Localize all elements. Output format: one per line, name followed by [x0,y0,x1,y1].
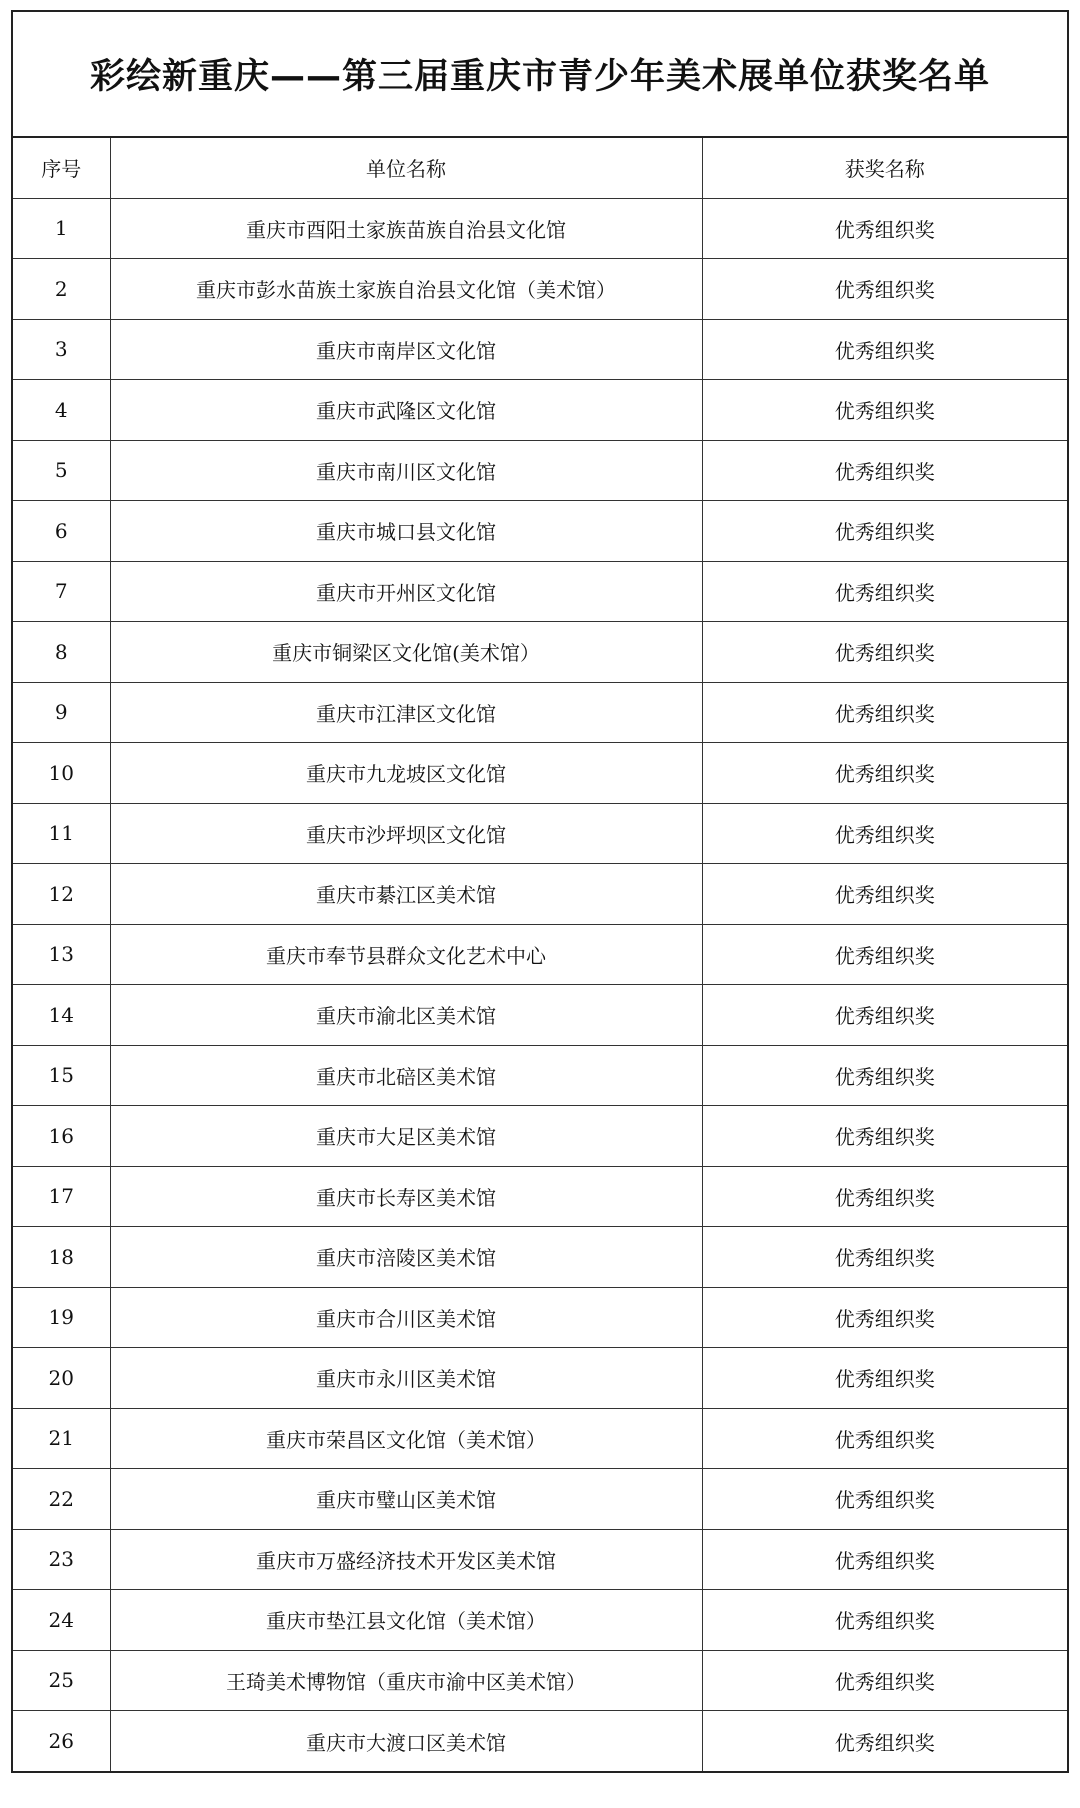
table-row [13,1711,1067,1772]
cell-award-name: 优秀组织奖 [702,1287,1067,1348]
table-row [13,743,1067,804]
cell-index: 6 [13,501,110,562]
table-row [13,198,1067,259]
cell-index: 21 [13,1408,110,1469]
header-index: 序号 [13,138,110,198]
cell-unit-name: 重庆市璧山区美术馆 [110,1469,702,1530]
cell-index: 12 [13,864,110,925]
cell-unit-name: 王琦美术博物馆（重庆市渝中区美术馆） [110,1650,702,1711]
cell-award-name: 优秀组织奖 [702,743,1067,804]
table-row [13,1650,1067,1711]
cell-unit-name: 重庆市九龙坡区文化馆 [110,743,702,804]
cell-index: 24 [13,1590,110,1651]
cell-award-name: 优秀组织奖 [702,440,1067,501]
cell-index: 16 [13,1106,110,1167]
cell-award-name: 优秀组织奖 [702,1045,1067,1106]
cell-award-name: 优秀组织奖 [702,1166,1067,1227]
award-table [13,138,1067,1771]
table-row [13,1348,1067,1409]
table-row [13,864,1067,925]
cell-award-name: 优秀组织奖 [702,1348,1067,1409]
cell-award-name: 优秀组织奖 [702,1529,1067,1590]
cell-award-name: 优秀组织奖 [702,1650,1067,1711]
cell-unit-name: 重庆市永川区美术馆 [110,1348,702,1409]
table-row [13,501,1067,562]
cell-index: 3 [13,319,110,380]
table-row [13,1590,1067,1651]
table-row [13,1166,1067,1227]
cell-index: 11 [13,803,110,864]
table-row [13,985,1067,1046]
cell-index: 8 [13,622,110,683]
cell-index: 9 [13,682,110,743]
cell-unit-name: 重庆市垫江县文化馆（美术馆） [110,1590,702,1651]
table-row [13,380,1067,441]
cell-index: 23 [13,1529,110,1590]
cell-award-name: 优秀组织奖 [702,682,1067,743]
cell-index: 7 [13,561,110,622]
cell-unit-name: 重庆市酉阳土家族苗族自治县文化馆 [110,198,702,259]
cell-index: 1 [13,198,110,259]
table-body [13,198,1067,1771]
cell-award-name: 优秀组织奖 [702,803,1067,864]
cell-award-name: 优秀组织奖 [702,924,1067,985]
cell-award-name: 优秀组织奖 [702,622,1067,683]
cell-unit-name: 重庆市武隆区文化馆 [110,380,702,441]
header-award: 获奖名称 [702,138,1067,198]
cell-award-name: 优秀组织奖 [702,198,1067,259]
cell-unit-name: 重庆市彭水苗族土家族自治县文化馆（美术馆） [110,259,702,320]
table-row [13,1227,1067,1288]
cell-award-name: 优秀组织奖 [702,1227,1067,1288]
table-row [13,259,1067,320]
cell-award-name: 优秀组织奖 [834,1730,935,1755]
table-row [13,924,1067,985]
cell-unit-name: 重庆市江津区文化馆 [110,682,702,743]
cell-award-name: 优秀组织奖 [702,501,1067,562]
title-box [13,12,1067,138]
cell-award-name: 优秀组织奖 [702,259,1067,320]
cell-index: 19 [13,1287,110,1348]
cell-index: 14 [13,985,110,1046]
cell-index: 4 [13,380,110,441]
table-row [13,803,1067,864]
cell-unit-name: 重庆市万盛经济技术开发区美术馆 [110,1529,702,1590]
cell-index: 25 [13,1650,110,1711]
award-list-document [11,10,1069,1773]
cell-unit-name: 重庆市涪陵区美术馆 [110,1227,702,1288]
table-row [13,1469,1067,1530]
cell-award-name: 优秀组织奖 [702,319,1067,380]
cell-index: 2 [13,259,110,320]
cell-unit-name: 重庆市合川区美术馆 [110,1287,702,1348]
cell-award-name: 优秀组织奖 [702,985,1067,1046]
table-row [13,1529,1067,1590]
cell-award-name: 优秀组织奖 [702,1590,1067,1651]
cell-award-name: 优秀组织奖 [702,561,1067,622]
header-unit: 单位名称 [110,138,702,198]
cell-unit-name: 重庆市奉节县群众文化艺术中心 [110,924,702,985]
cell-unit-name: 重庆市城口县文化馆 [110,501,702,562]
table-row [13,1045,1067,1106]
cell-index: 20 [13,1348,110,1409]
cell-index: 22 [13,1469,110,1530]
cell-unit-name: 重庆市大渡口区美术馆 [110,1711,702,1772]
cell-award-name: 优秀组织奖 [702,1106,1067,1167]
cell-unit-name: 重庆市开州区文化馆 [110,561,702,622]
cell-award-name: 优秀组织奖 [702,380,1067,441]
page-title: 彩绘新重庆——第三届重庆市青少年美术展单位获奖名单 [89,57,990,97]
table-row [13,682,1067,743]
cell-unit-name: 重庆市荣昌区文化馆（美术馆） [110,1408,702,1469]
table-row [13,622,1067,683]
table-row [13,561,1067,622]
cell-index: 18 [13,1227,110,1288]
cell-unit-name: 重庆市綦江区美术馆 [110,864,702,925]
table-row [13,440,1067,501]
cell-award-name: 优秀组织奖 [702,1408,1067,1469]
cell-index: 26 [13,1711,110,1772]
cell-unit-name: 重庆市南川区文化馆 [110,440,702,501]
cell-index: 13 [13,924,110,985]
table-row [13,319,1067,380]
cell-index: 17 [13,1166,110,1227]
cell-unit-name: 重庆市长寿区美术馆 [110,1166,702,1227]
cell-unit-name: 重庆市南岸区文化馆 [110,319,702,380]
cell-index: 5 [13,440,110,501]
cell-unit-name: 重庆市渝北区美术馆 [110,985,702,1046]
cell-award-name: 优秀组织奖 [702,1469,1067,1530]
cell-index: 10 [13,743,110,804]
cell-index: 15 [13,1045,110,1106]
cell-award-name: 优秀组织奖 [702,864,1067,925]
table-row [13,1287,1067,1348]
header-row [13,138,1067,198]
cell-unit-name: 重庆市大足区美术馆 [110,1106,702,1167]
table-row [13,1106,1067,1167]
cell-unit-name: 重庆市北碚区美术馆 [110,1045,702,1106]
table-row [13,1408,1067,1469]
cell-unit-name: 重庆市铜梁区文化馆(美术馆） [110,622,702,683]
cell-unit-name: 重庆市沙坪坝区文化馆 [110,803,702,864]
